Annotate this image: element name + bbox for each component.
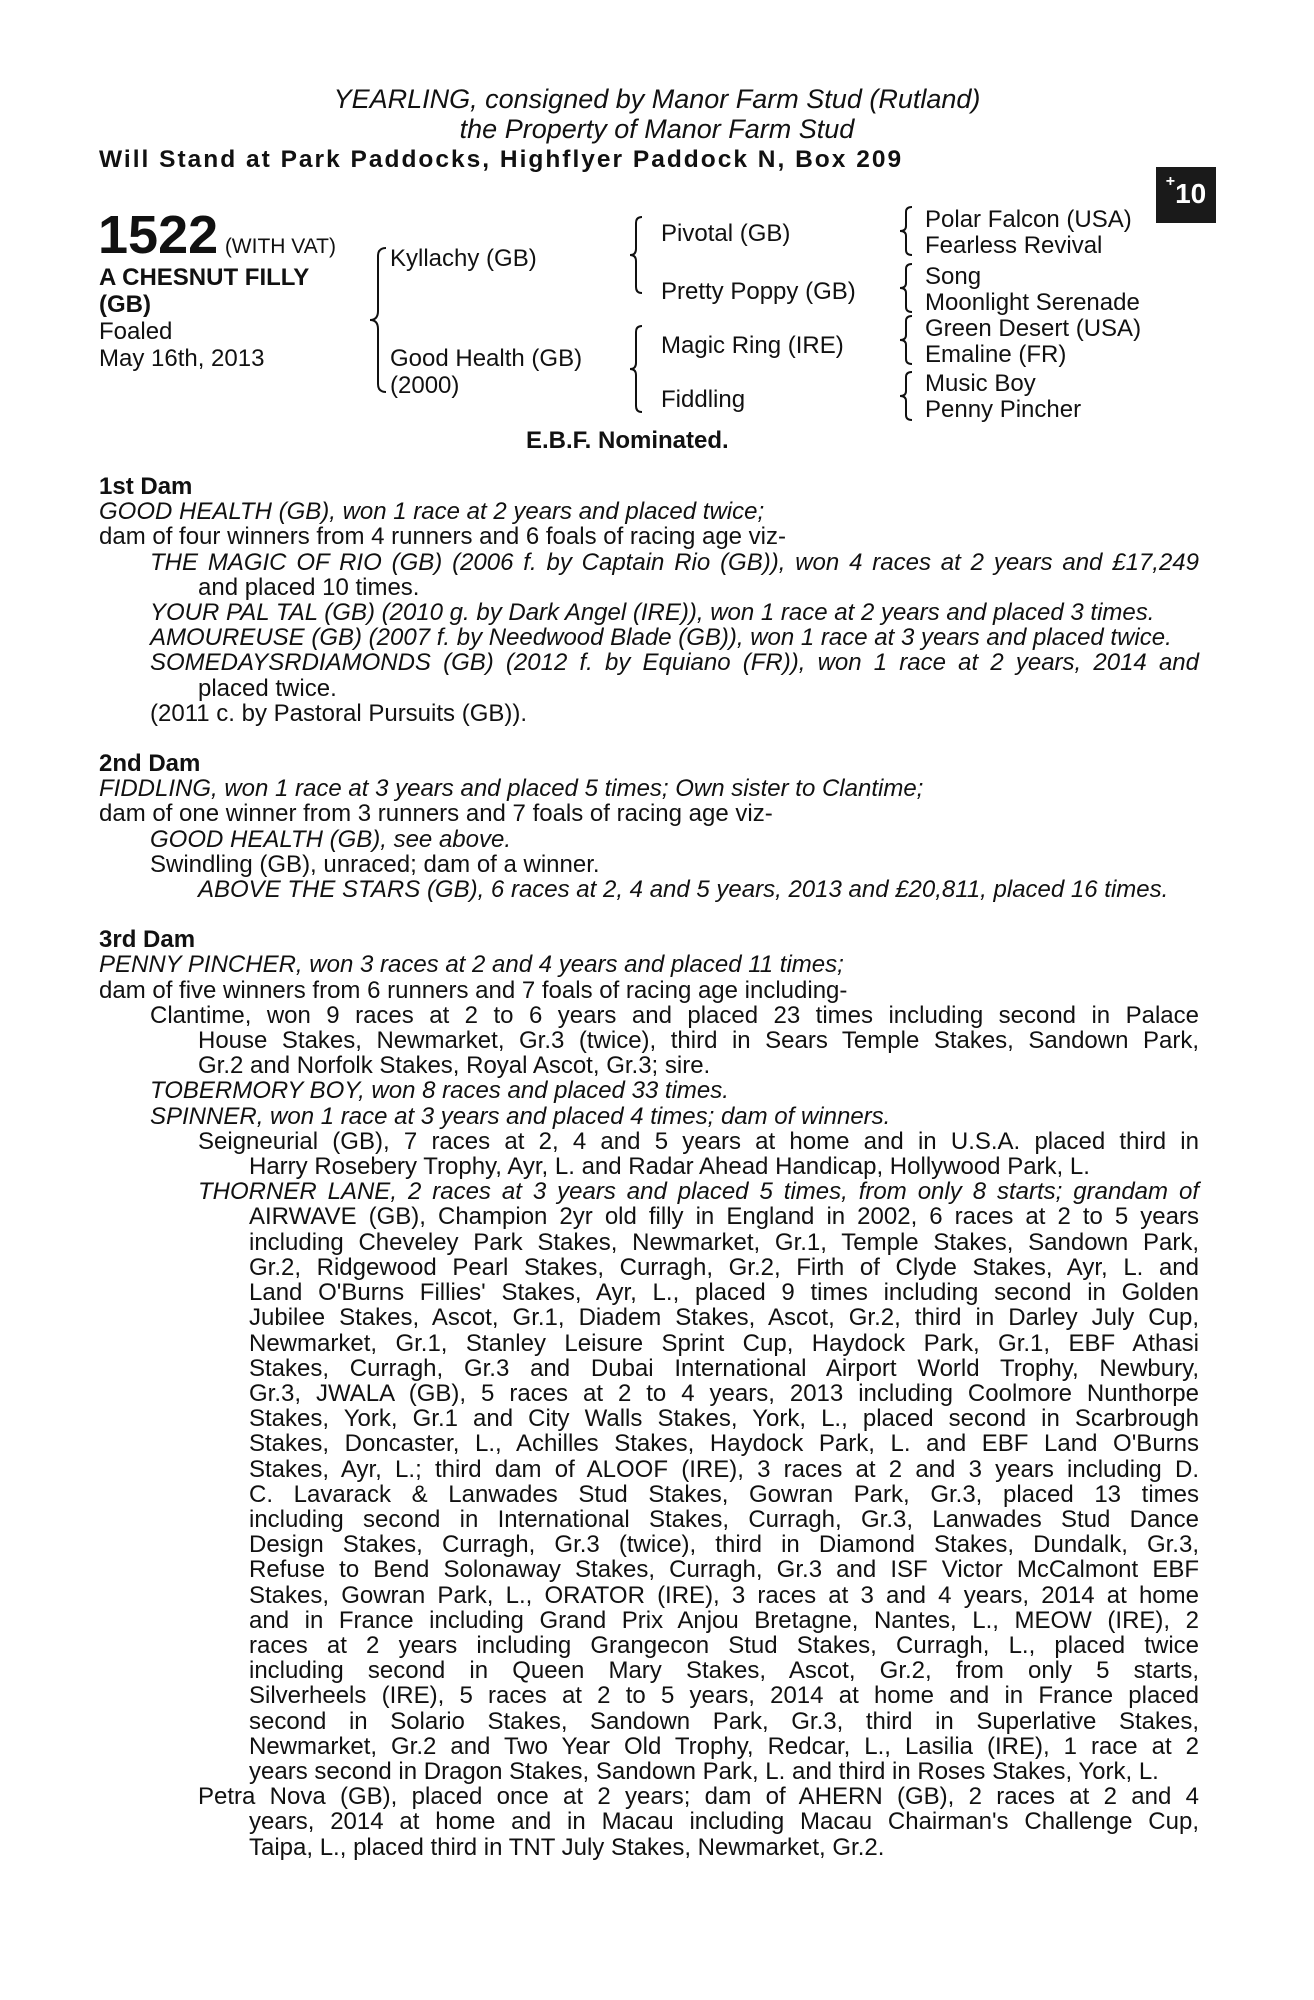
- third-dam-line: House Stakes, Newmarket, Gr.3 (twice), third in Sears Temple Stakes, Sandown Park,: [198, 1027, 1199, 1055]
- second-dam-line: GOOD HEALTH (GB), see above.: [150, 825, 511, 853]
- third-dam-line: dam of five winners from 6 runners and 7 foals of racing age including-: [99, 976, 848, 1004]
- third-dam-line: including Cheveley Park Stakes, Newmarket, Gr.1, Temple Stakes, Sandown Park,: [249, 1228, 1199, 1256]
- second-dam-title: 2nd Dam: [99, 750, 201, 778]
- third-dam-line: Design Stakes, Curragh, Gr.3 (twice), third in Diamond Stakes, Dundalk, Gr.3,: [249, 1531, 1199, 1559]
- stand-location: Will Stand at Park Paddocks, Highflyer Paddock N, Box 209: [99, 146, 904, 173]
- first-dam-line: placed twice.: [198, 674, 337, 702]
- pedigree-brace-g4: [897, 370, 917, 422]
- badge-plus: +: [1165, 173, 1176, 190]
- second-dam-line: dam of one winner from 3 runners and 7 foals of racing age viz-: [99, 800, 773, 828]
- third-dam-line: SPINNER, won 1 race at 3 years and placed 4 times; dam of winners.: [150, 1102, 891, 1130]
- first-dam-line: THE MAGIC OF RIO (GB) (2006 f. by Captain Rio (GB)), won 4 races at 2 years and £17,249: [150, 548, 1199, 576]
- third-dam-section: [99, 927, 1199, 1860]
- header-property: the Property of Manor Farm Stud: [459, 114, 855, 144]
- lot-name-line2: (GB): [99, 291, 151, 318]
- pedigree-g6: Emaline (FR): [925, 341, 1067, 368]
- third-dam-line: Stakes, Ayr, L.; third dam of ALOOF (IRE), 3 races at 2 and 3 years including D.: [249, 1455, 1199, 1483]
- foaled-date: May 16th, 2013: [99, 345, 265, 372]
- second-dam-line: ABOVE THE STARS (GB), 6 races at 2, 4 and 5 years, 2013 and £20,811, placed 16 times.: [198, 876, 1169, 904]
- pedigree-g3: Song: [925, 263, 982, 290]
- first-dam-line: SOMEDAYSRDIAMONDS (GB) (2012 f. by Equiano (FR)), won 1 race at 2 years, 2014 and: [150, 649, 1199, 677]
- third-dam-line: THORNER LANE, 2 races at 3 years and placed 5 times, from only 8 starts; grandam of: [198, 1178, 1199, 1206]
- third-dam-line: Stakes, Curragh, Gr.3 and Dubai International Airport World Trophy, Newbury,: [249, 1354, 1199, 1382]
- first-dam-line: dam of four winners from 4 runners and 6 foals of racing age viz-: [99, 523, 786, 551]
- third-dam-line: Jubilee Stakes, Ascot, Gr.1, Diadem Stakes, Ascot, Gr.2, third in Darley July Cup,: [249, 1304, 1199, 1332]
- third-dam-line: including second in Queen Mary Stakes, Ascot, Gr.2, from only 5 starts,: [249, 1657, 1199, 1685]
- foaled-label: Foaled: [99, 318, 173, 345]
- pedigree-dam-year: (2000): [390, 372, 460, 399]
- third-dam-line: races at 2 years including Grangecon Stud Stakes, Curragh, L., placed twice: [249, 1631, 1199, 1659]
- third-dam-line: Newmarket, Gr.1, Stanley Leisure Sprint Cup, Haydock Park, Gr.1, EBF Athasi: [249, 1329, 1199, 1357]
- badge-number: 10: [1175, 178, 1207, 209]
- third-dam-line: Stakes, Gowran Park, L., ORATOR (IRE), 3 races at 3 and 4 years, 2014 at home: [249, 1581, 1199, 1609]
- third-dam-line: Taipa, L., placed third in TNT July Stakes, Newmarket, Gr.2.: [249, 1833, 885, 1861]
- third-dam-line: Stakes, York, Gr.1 and City Walls Stakes, York, L., placed second in Scarbrough: [249, 1405, 1199, 1433]
- pedigree-brace-g2: [897, 262, 917, 314]
- pedigree-sire-sire: Pivotal (GB): [661, 220, 791, 247]
- header-consignor: YEARLING, consigned by Manor Farm Stud (Rutland): [333, 84, 981, 114]
- third-dam-line: Refuse to Bend Solonaway Stakes, Curragh, Gr.3 and ISF Victor McCalmont EBF: [249, 1556, 1199, 1584]
- pedigree-dam-sire: Magic Ring (IRE): [661, 332, 844, 359]
- first-dam-line: (2011 c. by Pastoral Pursuits (GB)).: [150, 699, 528, 727]
- pedigree-g5: Green Desert (USA): [925, 315, 1142, 342]
- third-dam-line: Land O'Burns Fillies' Stakes, Ayr, L., placed 9 times including second in Golden: [249, 1279, 1199, 1307]
- pedigree-brace-g1: [897, 205, 917, 257]
- third-dam-title: 3rd Dam: [99, 926, 196, 954]
- third-dam-line: second in Solario Stakes, Sandown Park, Gr.3, third in Superlative Stakes,: [249, 1707, 1199, 1735]
- first-dam-line: and placed 10 times.: [198, 573, 420, 601]
- third-dam-line: Seigneurial (GB), 7 races at 2, 4 and 5 years at home and in U.S.A. placed third in: [198, 1127, 1199, 1155]
- third-dam-line: Stakes, Doncaster, L., Achilles Stakes, Haydock Park, L. and EBF Land O'Burns: [249, 1430, 1199, 1458]
- first-dam-title: 1st Dam: [99, 473, 193, 500]
- third-dam-line: Silverheels (IRE), 5 races at 2 to 5 years, 2014 at home and in France placed: [249, 1682, 1199, 1710]
- vat-label: (WITH VAT): [224, 235, 337, 258]
- third-dam-line: years second in Dragon Stakes, Sandown Park, L. and third in Roses Stakes, York, L.: [249, 1757, 1159, 1785]
- pedigree-dam: Good Health (GB): [390, 345, 583, 372]
- catalogue-body: [99, 474, 1199, 1885]
- lot-number: 1522: [98, 205, 219, 265]
- pedigree-dam-dam: Fiddling: [661, 386, 746, 413]
- ebf-nominated: E.B.F. Nominated.: [526, 427, 729, 454]
- third-dam-line: Gr.2 and Norfolk Stakes, Royal Ascot, Gr.3; sire.: [198, 1052, 711, 1080]
- pedigree-brace-g3: [897, 314, 917, 366]
- third-dam-line: Newmarket, Gr.2 and Two Year Old Trophy, Redcar, L., Lasilia (IRE), 1 race at 2: [249, 1732, 1199, 1760]
- third-dam-line: Gr.3, JWALA (GB), 5 races at 2 to 4 years, 2013 including Coolmore Nunthorpe: [249, 1379, 1199, 1407]
- first-dam-line: AMOUREUSE (GB) (2007 f. by Needwood Blade (GB)), won 1 race at 3 years and placed twice.: [150, 624, 1172, 652]
- pedigree-sire: Kyllachy (GB): [390, 245, 537, 272]
- second-dam-line: FIDDLING, won 1 race at 3 years and placed 5 times; Own sister to Clantime;: [99, 775, 924, 803]
- second-dam-line: Swindling (GB), unraced; dam of a winner.: [150, 850, 600, 878]
- first-dam-section: [99, 474, 1199, 726]
- third-dam-line: Petra Nova (GB), placed once at 2 years; dam of AHERN (GB), 2 races at 2 and 4: [198, 1783, 1199, 1811]
- pedigree-sire-dam: Pretty Poppy (GB): [661, 278, 856, 305]
- pedigree-g8: Penny Pincher: [925, 396, 1082, 423]
- third-dam-line: years, 2014 at home and in Macau including Macau Chairman's Challenge Cup,: [249, 1808, 1199, 1836]
- third-dam-line: PENNY PINCHER, won 3 races at 2 and 4 years and placed 11 times;: [99, 951, 844, 979]
- pedigree-brace-sire: [626, 215, 648, 295]
- pedigree-brace-dam: [626, 324, 648, 414]
- first-dam-line: YOUR PAL TAL (GB) (2010 g. by Dark Angel (IRE)), won 1 race at 2 years and placed 3 times.: [150, 599, 1155, 627]
- pedigree-g1: Polar Falcon (USA): [925, 206, 1132, 233]
- third-dam-line: C. Lavarack & Lanwades Stud Stakes, Gowran Park, Gr.3, placed 13 times: [249, 1480, 1199, 1508]
- lot-badge: [1156, 167, 1216, 223]
- third-dam-line: Gr.2, Ridgewood Pearl Stakes, Curragh, Gr.2, Firth of Clyde Stakes, Ayr, L. and: [249, 1253, 1199, 1281]
- lot-number-line: [98, 205, 337, 265]
- first-dam-line: GOOD HEALTH (GB), won 1 race at 2 years and placed twice;: [99, 498, 765, 526]
- pedigree-g7: Music Boy: [925, 370, 1036, 397]
- third-dam-line: Harry Rosebery Trophy, Ayr, L. and Radar Ahead Handicap, Hollywood Park, L.: [249, 1153, 1090, 1181]
- third-dam-line: including second in International Stakes, Curragh, Gr.3, Lanwades Stud Dance: [249, 1505, 1199, 1533]
- third-dam-line: TOBERMORY BOY, won 8 races and placed 33 times.: [150, 1077, 729, 1105]
- second-dam-section: [99, 751, 1199, 902]
- pedigree-g2: Fearless Revival: [925, 232, 1103, 259]
- third-dam-line: and in France including Grand Prix Anjou Bretagne, Nantes, L., MEOW (IRE), 2: [249, 1606, 1199, 1634]
- pedigree-g4: Moonlight Serenade: [925, 289, 1140, 316]
- third-dam-line: AIRWAVE (GB), Champion 2yr old filly in England in 2002, 6 races at 2 to 5 years: [249, 1203, 1199, 1231]
- third-dam-line: Clantime, won 9 races at 2 to 6 years and placed 23 times including second in Palace: [150, 1001, 1199, 1029]
- lot-name-line1: A CHESNUT FILLY: [99, 264, 310, 291]
